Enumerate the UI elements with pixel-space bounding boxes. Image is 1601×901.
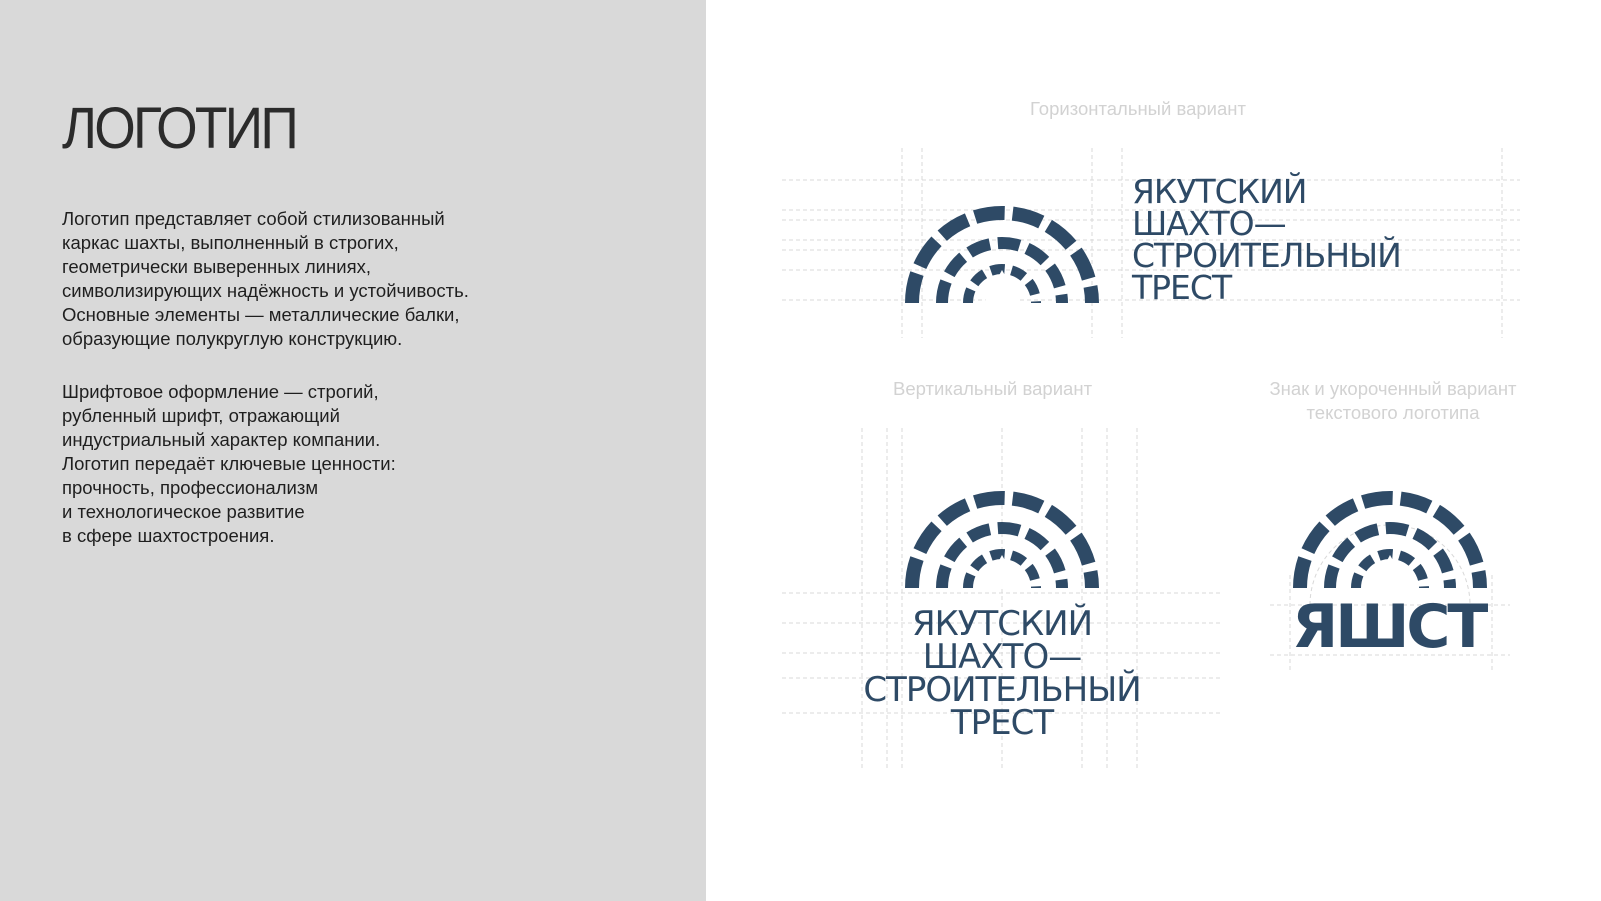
wordmark-line: ШАХТО— — [1132, 204, 1286, 243]
paragraph-line: Шрифтовое оформление — строгий, — [62, 381, 379, 402]
description-paragraph-2 — [62, 380, 622, 548]
wordmark-line: ЯКУТСКИЙ — [912, 604, 1092, 644]
caption-horizontal: Горизонтальный вариант — [1030, 98, 1246, 119]
caption-short-line: Знак и укороченный вариант — [1269, 378, 1517, 399]
emblem-icon — [902, 463, 1102, 598]
description-paragraph-1 — [62, 207, 622, 351]
paragraph-line: рубленный шрифт, отражающий — [62, 405, 340, 426]
wordmark-line: ШАХТО— — [922, 637, 1082, 677]
logo-short — [1270, 455, 1510, 670]
paragraph-line: Основные элементы — металлические балки, — [62, 304, 460, 325]
caption-vertical: Вертикальный вариант — [893, 378, 1093, 399]
page-title: ЛОГОТИП — [62, 96, 296, 161]
wordmark-line: СТРОИТЕЛЬНЫЙ — [863, 670, 1141, 710]
paragraph-line: индустриальный характер компании. — [62, 429, 381, 450]
caption-short — [1253, 377, 1533, 425]
paragraph-line: прочность, профессионализм — [62, 477, 319, 498]
wordmark-line: ЯКУТСКИЙ — [1132, 172, 1307, 211]
logo-vertical — [782, 428, 1222, 768]
paragraph-line: геометрически выверенных линиях, — [62, 256, 371, 277]
paragraph-line: символизирующих надёжность и устойчивость. — [62, 280, 469, 301]
emblem-icon — [902, 178, 1102, 313]
paragraph-line: каркас шахты, выполненный в строгих, — [62, 232, 399, 253]
caption-short-line: текстового логотипа — [1306, 402, 1480, 423]
paragraph-line: образующие полукруглую конструкцию. — [62, 328, 403, 349]
wordmark-line: СТРОИТЕЛЬНЫЙ — [1132, 236, 1401, 275]
paragraph-line: и технологическое развитие — [62, 501, 305, 522]
logo-horizontal — [782, 148, 1520, 338]
emblem-icon — [1290, 463, 1490, 598]
paragraph-line: Логотип передаёт ключевые ценности: — [62, 453, 396, 474]
wordmark-line: ТРЕСТ — [1132, 268, 1232, 307]
wordmark-line: ТРЕСТ — [950, 703, 1054, 743]
paragraph-line: в сфере шахтостроения. — [62, 525, 275, 546]
abbreviation: ЯШСТ — [1292, 592, 1486, 662]
paragraph-line: Логотип представляет собой стилизованный — [62, 208, 445, 229]
wordmark-horizontal — [1132, 172, 1401, 307]
wordmark-vertical — [822, 604, 1182, 743]
